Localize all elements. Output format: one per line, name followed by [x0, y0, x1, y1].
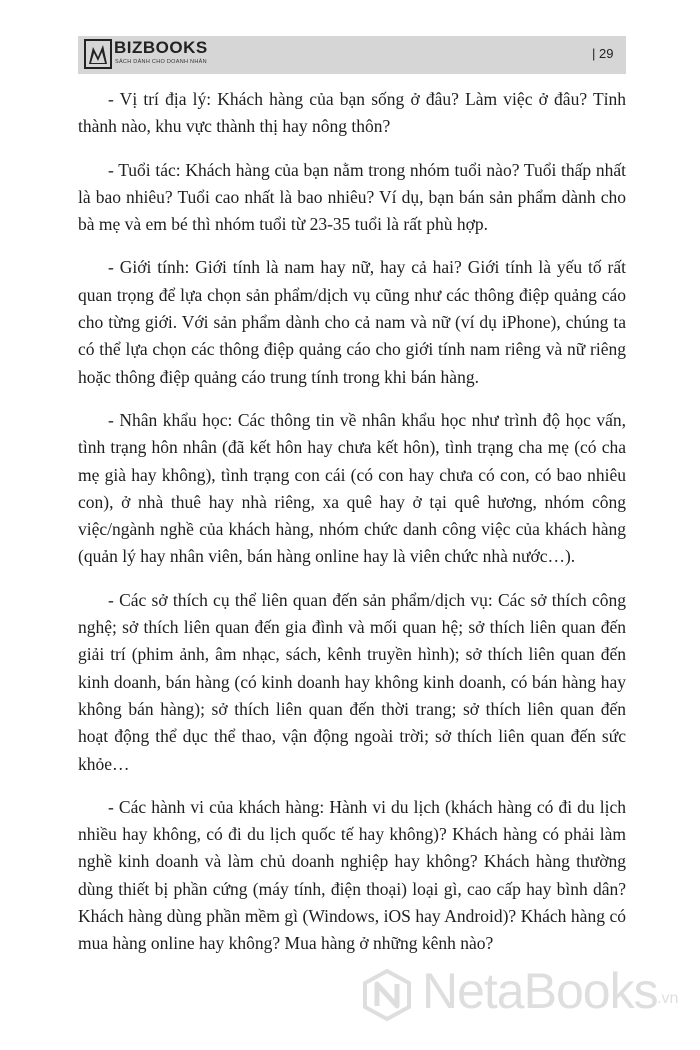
paragraph-location: - Vị trí địa lý: Khách hàng của bạn sống ở đâu? Làm việc ở đâu? Tỉnh thành nào, khu vực thành thị hay nông thôn?	[78, 89, 626, 137]
paragraph-demographics: - Nhân khẩu học: Các thông tin về nhân khẩu học như trình độ học vấn, tình trạng hôn nhân (đã kết hôn hay chưa kết hôn), tình trạng cha mẹ (có cha mẹ già hay không), tình trạng con cái (có con hay chưa có con, có bao nhiêu con), ở nhà thuê hay nhà riêng, xa quê hay ở tại quê hương, nhóm công việc/ngành nghề của khách hàng, nhóm chức danh công việc của khách hàng (quản lý hay nhân viên, bán hàng online hay là viên chức nhà nước…).	[78, 409, 626, 567]
paragraph-gender: - Giới tính: Giới tính là nam hay nữ, hay cả hai? Giới tính là yếu tố rất quan trọng để lựa chọn sản phẩm/dịch vụ cũng như các thông điệp quảng cáo cho từng giới. Với sản phẩm dành cho cả nam và nữ (ví dụ iPhone), chúng ta có thể lựa chọn các thông điệp quảng cáo cho giới tính nam riêng và nữ riêng hoặc thông điệp quảng cáo trung tính trong khi bán hàng.	[78, 257, 626, 387]
watermark-suffix: .vn	[657, 990, 679, 1007]
brand-name: BIZBOOKS	[114, 38, 208, 57]
paragraph-behaviors: - Các hành vi của khách hàng: Hành vi du lịch (khách hàng có đi du lịch nhiều hay không, có đi du lịch quốc tế hay không)? Khách hàng có phải làm nghề kinh doanh và làm chủ doanh nghiệp hay không? Khách hàng thường dùng thiết bị phần cứng (máy tính, điện thoại) loại gì, cao cấp hay bình dân? Khách hàng dùng phần mềm gì (Windows, iOS hay Android)? Khách hàng có mua hàng online hay không? Mua hàng ở những kênh nào?	[78, 796, 626, 954]
brand-tagline: SÁCH DÀNH CHO DOANH NHÂN	[115, 59, 207, 65]
paragraph-age: - Tuổi tác: Khách hàng của bạn nằm trong nhóm tuổi nào? Tuổi thấp nhất là bao nhiêu? Tuổi cao nhất là bao nhiêu? Ví dụ, bạn bán sản phẩm dành cho bà mẹ và em bé thì nhóm tuổi từ 23-35 tuổi là rất phù hợp.	[78, 159, 626, 235]
paragraph-interests: - Các sở thích cụ thể liên quan đến sản phẩm/dịch vụ: Các sở thích công nghệ; sở thích liên quan đến gia đình và mối quan hệ; sở thích liên quan đến giải trí (phim ảnh, âm nhạc, sách, kênh truyền hình); sở thích liên quan đến kinh doanh, bán hàng (có kinh doanh hay không kinh doanh, có bán hàng hay không bán hàng); sở thích liên quan đến thời trang; sở thích liên quan đến hoạt động thể dục thể thao, vận động ngoài trời; sở thích liên quan đến sức khỏe…	[78, 589, 626, 774]
watermark-text: NetaBooks	[422, 963, 658, 1019]
page-body	[78, 86, 626, 974]
netabooks-logo-icon	[360, 968, 414, 1022]
bizbooks-logo-icon	[84, 39, 112, 69]
page-number: | 29	[592, 46, 614, 61]
watermark	[360, 962, 690, 1028]
